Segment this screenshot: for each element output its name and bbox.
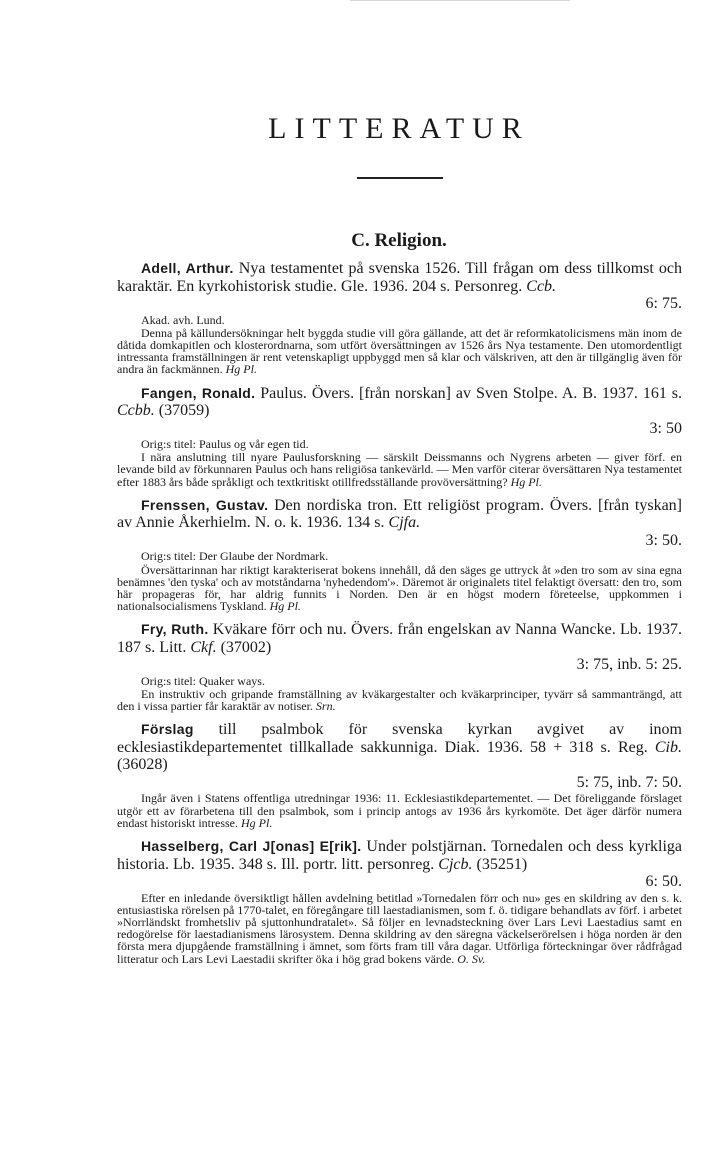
entry-main — [117, 497, 682, 532]
entry-review — [117, 451, 682, 488]
entry-author: Frenssen, Gustav. — [141, 496, 269, 513]
entry-number: (37002) — [216, 638, 272, 656]
entry-code: Ccb. — [526, 277, 557, 295]
entry-review — [117, 892, 682, 965]
page-title: LITTERATUR — [268, 112, 530, 145]
entry-code: Ccbb. — [117, 402, 155, 420]
entry-review — [117, 327, 682, 376]
entry-price: 3: 50. — [645, 531, 682, 549]
top-edge-rule — [350, 0, 570, 1]
entry-author: Fangen, Ronald. — [141, 384, 256, 401]
entry-orig: Akad. avh. Lund. — [141, 312, 225, 327]
entry-price: 3: 75, inb. 5: 25. — [576, 656, 682, 674]
entry-price: 5: 75, inb. 7: 50. — [576, 773, 682, 791]
entry-number: (37059) — [154, 402, 210, 420]
entry-forslag — [117, 721, 682, 829]
entry-price: 3: 50 — [649, 419, 682, 437]
entry-code: Cjfa. — [388, 514, 421, 532]
entries-list — [117, 260, 682, 970]
entry-reviewer: Hg Pl. — [240, 815, 273, 830]
entry-hasselberg — [117, 838, 682, 965]
entry-main — [117, 838, 682, 873]
entry-fangen — [117, 385, 682, 488]
entry-review-text: I nära anslutning till nyare Paulusforskning — särskilt Deissmanns och Nygrens arbeten — giver förf. en levande bild av förkunnaren Paulus och hans religiösa tankevärld. — Men varför citerar översättaren Nya testamentet efter 1883 års både språkligt och textkritiskt otillfredsställande provöversättning? — [117, 450, 682, 489]
entry-orig: Orig:s titel: Der Glaube der Nordmark. — [141, 549, 329, 564]
entry-fry — [117, 621, 682, 712]
entry-price: 6: 75. — [645, 295, 682, 312]
entry-review-text: Ingår även i Statens offentliga utredningar 1936: 11. Ecklesiastikdepartementet. — Det föreliggande förslaget utgör ett av förarbetena till den psalmbok, som i princip antogs av 1936 års kyrkomöte. Det äger därför numera endast historiskt intresse. — [117, 791, 682, 830]
entry-reviewer: Srn. — [315, 699, 336, 714]
entry-review-text: Denna på källundersökningar helt byggda studie vill göra gällande, att det är reformkatolicismens män inom de dåtida domkapitlen och klosterordnarna, som utfört översättningen av 1526 års Nya testamente. Den utomordentligt intressanta framställningen är rent vetenskapligt uppbyggd men så klar och välskriven, att den är tillgänglig även för andra än fackmännen. — [117, 325, 682, 377]
entry-review-text: En instruktiv och gripande framställning av kväkargestalter och kväkarprinciper, tyvärr så sammanträngd, att den i vissa partier får karaktär av notiser. — [117, 687, 682, 714]
entry-reviewer: Hg Pl. — [225, 362, 257, 377]
entry-adell — [117, 260, 682, 376]
entry-code: Ckf. — [190, 638, 217, 656]
entry-reviewer: Hg Pl. — [510, 474, 542, 489]
entry-author: Hasselberg, Carl J[onas] E[rik]. — [141, 838, 362, 855]
entry-main — [117, 385, 682, 420]
entry-text: Paulus. Övers. [från norskan] av Sven Stolpe. A. B. 1937. 161 s. — [255, 384, 683, 402]
entry-text: Den nordiska tron. Ett religiöst program. Övers. [från tyskan] av Annie Åkerhielm. N. o. k. 1936. 134 s. — [117, 496, 682, 532]
entry-review-text: Efter en inledande översiktligt hållen avdelning betitlad »Tornedalen förr och nu» ges en skildring av den s. k. entusiastiska rörelsen på 1770-talet, en föregångare till laestadianismen, som f. ö. tidigare behandlats av förf. i arbetet »Norrländskt fromhetsliv på sjuttonhundratalet». Så följer en levnadsteckning över Lars Levi Laestadius samt en redogörelse för laestadianismens lärosystem. Denna skildring av den säregna väckelserörelsen i höga norden är den första mera djupgående framställning i ämnet, som förts fram till våra dagar. Utförliga förteckningar över rådfrågad litteratur och Lars Levi Laestadii skrifter öka i hög grad bokens värde. — [117, 890, 682, 966]
section-heading: C. Religion. — [351, 230, 447, 251]
entry-orig: Orig:s titel: Paulus og vår egen tid. — [141, 437, 309, 452]
entry-author: Fry, Ruth. — [141, 621, 209, 638]
entry-reviewer: Hg Pl. — [269, 599, 301, 614]
entry-text: Under polstjärnan. Tornedalen och dess kyrkliga historia. Lb. 1935. 348 s. Ill. portr. litt. personreg. — [117, 838, 682, 873]
entry-number: (36028) — [117, 756, 168, 774]
entry-frenssen — [117, 497, 682, 613]
entry-main — [117, 260, 682, 295]
entry-author: Adell, Arthur. — [141, 260, 234, 276]
entry-text: till psalmbok för svenska kyrkan avgivet av inom ecklesiastikdepartementet tillkallade sakkunniga. Diak. 1936. 58 + 318 s. Reg. — [117, 721, 682, 756]
entry-orig: Orig:s titel: Quaker ways. — [141, 673, 265, 688]
entry-code: Cjcb. — [438, 855, 473, 873]
entry-author: Förslag — [141, 721, 194, 738]
entry-review-text: Översättarinnan har riktigt karakteriserat bokens innehåll, då den säges ge uttryck åt »den tro som av sina egna benämnes 'den tyska' och av motståndarna 'nyhedendom'». Däremot är originalets titel felaktigt översatt: den tro, som här propageras för, har aldrig funnits i Norden. Den är en högst modern företeelse, uppkommen i nationalsocialismens Tyskland. — [117, 562, 682, 614]
entry-reviewer: O. Sv. — [457, 951, 486, 966]
entry-code: Cib. — [654, 738, 682, 756]
entry-text: Kväkare förr och nu. Övers. från engelskan av Nanna Wancke. Lb. 1937. 187 s. Litt. — [117, 621, 683, 656]
title-rule — [357, 177, 443, 179]
entry-review — [117, 792, 682, 829]
entry-review — [117, 564, 682, 613]
entry-review — [117, 688, 682, 712]
entry-main — [117, 721, 682, 774]
entry-text: Nya testamentet på svenska 1526. Till frågan om dess tillkomst och karaktär. En kyrkohistorisk studie. Gle. 1936. 204 s. Personreg. — [117, 260, 683, 295]
entry-main — [117, 621, 682, 656]
entry-price: 6: 50. — [645, 873, 682, 891]
entry-number: (35251) — [472, 855, 528, 873]
